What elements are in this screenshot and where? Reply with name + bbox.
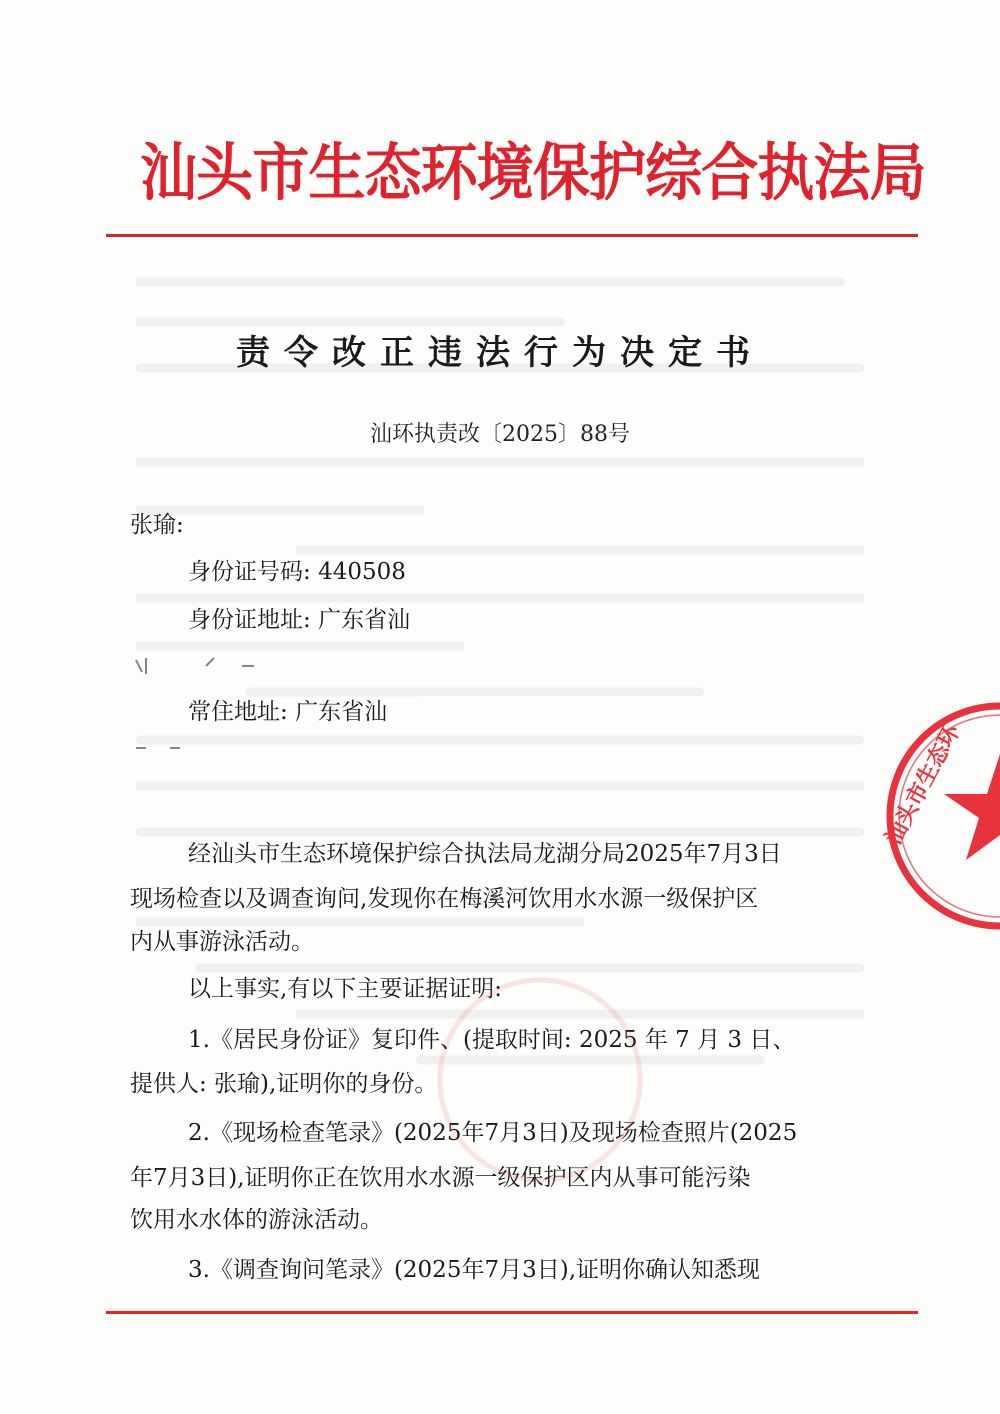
ghost-seal-icon: [420, 960, 660, 1200]
header-red-rule: [106, 234, 918, 237]
redaction-id-number: [440, 556, 690, 588]
id-address-label: 身份证地址:: [188, 607, 311, 633]
id-address-row: [188, 600, 410, 640]
party-name: 张瑜:: [130, 512, 184, 538]
id-address-value: 广东省汕: [318, 607, 411, 633]
body-para1-line3: 内从事游泳活动。: [130, 929, 314, 955]
redaction-residence: [420, 696, 880, 728]
evidence-3-line1: 3.《调查询问笔录》(2025年7月3日),证明你确认知悉现: [188, 1257, 761, 1283]
seal-text: 汕头市生态环: [881, 720, 966, 849]
id-number-label: 身份证号码:: [188, 559, 311, 585]
redacted-line-residue-2: [130, 738, 190, 758]
evidence-2-line3: 饮用水水体的游泳活动。: [130, 1207, 383, 1233]
footer-red-rule: [106, 1311, 918, 1314]
document-number: 汕环执责改〔2025〕88号: [370, 422, 630, 447]
residence-row: [188, 692, 387, 732]
residence-label: 常住地址:: [188, 699, 288, 725]
evidence-2-line1: 2.《现场检查笔录》(2025年7月3日)及现场检查照片(2025: [188, 1120, 798, 1146]
residence-value: 广东省汕: [295, 699, 388, 725]
agency-header-title: 汕头市生态环境保护综合执法局: [140, 136, 926, 209]
seal-clip: [880, 696, 1000, 936]
redaction-id-address: [430, 604, 880, 636]
body-para1-line1: 经汕头市生态环境保护综合执法局龙湖分局2025年7月3日: [188, 841, 782, 867]
evidence-1-line2: 提供人: 张瑜),证明你的身份。: [130, 1071, 438, 1097]
id-number-value: 440508: [318, 559, 406, 585]
evidence-2-line2: 年7月3日),证明你正在饮用水水源一级保护区内从事可能污染: [130, 1165, 751, 1191]
body-para1-line2: 现场检查以及调查询问,发现你在梅溪河饮用水水源一级保护区: [130, 886, 759, 912]
document-title: 责令改正违法行为决定书: [236, 333, 764, 373]
body-para2: 以上事实,有以下主要证据证明:: [188, 976, 503, 1002]
evidence-1-line1: 1.《居民身份证》复印件、(提取时间: 2025 年 7 月 3 日、: [188, 1027, 796, 1053]
redacted-line-residue: [130, 652, 270, 676]
id-number-row: [188, 552, 406, 592]
